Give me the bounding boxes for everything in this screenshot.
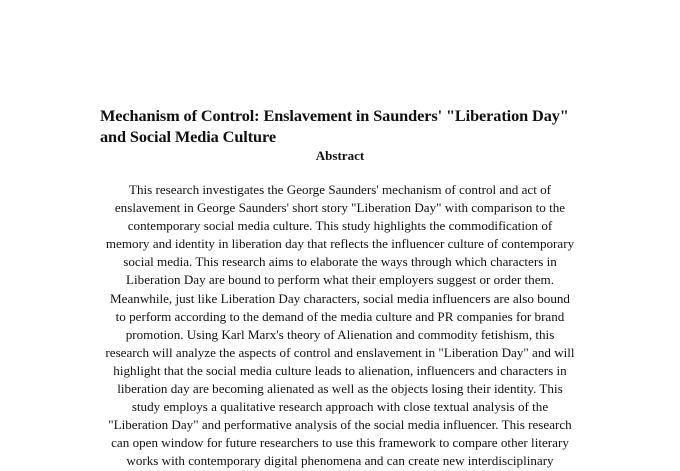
abstract-line: highlight that the social media culture leads to alienation, influencers and characters in (113, 362, 567, 378)
paper-title (100, 105, 580, 147)
abstract-line: social media. This research aims to elaborate the ways through which characters in (123, 254, 557, 270)
abstract-line: contemporary social media culture. This study highlights the commodification of (127, 218, 553, 234)
abstract-line: promotion. Using Karl Marx's theory of Alienation and commodity fetishism, this (125, 326, 555, 342)
abstract-heading: Abstract (315, 148, 365, 163)
abstract-line: research will analyze the aspects of control and enslavement in "Liberation Day" and will (105, 344, 575, 360)
abstract-body (96, 181, 584, 471)
abstract-line: liberation day are becoming alienated as well as the objects losing their identity. This (117, 381, 563, 397)
abstract-line: to perform according to the demand of the media culture and PR companies for brand (115, 308, 565, 324)
paper-title-line-1: Mechanism of Control: Enslavement in Saunders' "Liberation Day" (100, 106, 569, 125)
abstract-line: enslavement in George Saunders' short story "Liberation Day" with comparison to the (114, 200, 566, 216)
abstract-line: study employs a qualitative research approach with close textual analysis of the (131, 399, 549, 415)
abstract-line: "Liberation Day" and performative analysis of the social media influencer. This research (108, 417, 572, 433)
abstract-line: Liberation Day are bound to perform what their employers suggest or order them. (126, 272, 554, 288)
paper-title-line-2: and Social Media Culture (100, 127, 276, 146)
abstract-line: works with contemporary digital phenomena and can create new interdisciplinary (126, 453, 554, 469)
abstract-line: memory and identity in liberation day that reflects the influencer culture of contemporary (105, 236, 575, 252)
abstract-line: Meanwhile, just like Liberation Day characters, social media influencers are also bound (110, 290, 570, 306)
abstract-line: can open window for future researchers to use this framework to compare other literary (111, 435, 569, 451)
abstract-line: This research investigates the George Saunders' mechanism of control and act of (128, 182, 552, 197)
